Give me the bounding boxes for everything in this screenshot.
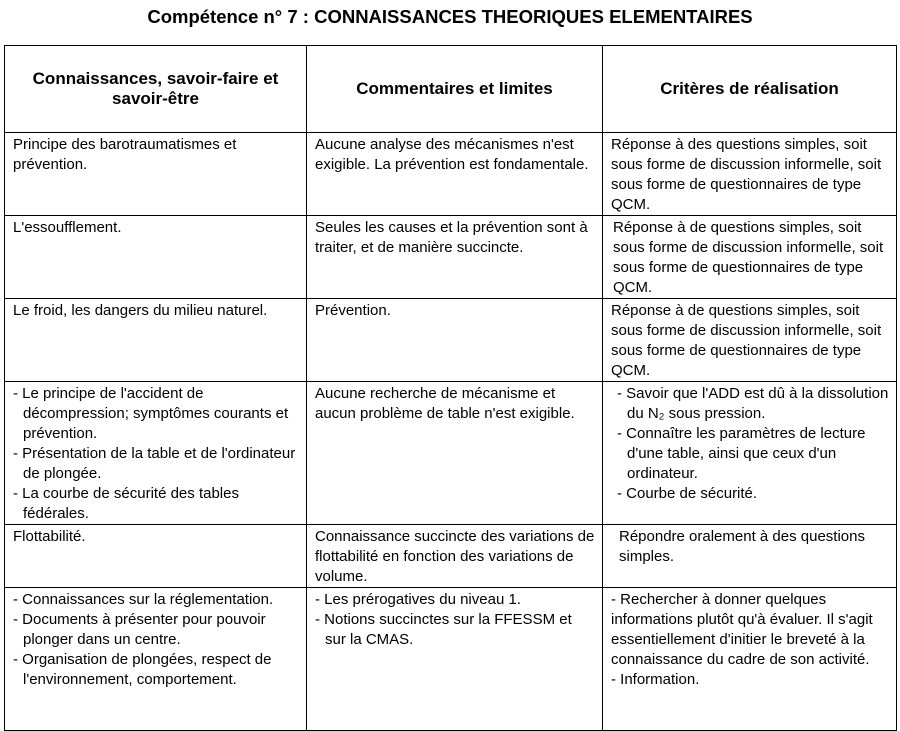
cell-text: Aucune analyse des mécanismes n'est exigible. La prévention est fondamentale. (315, 136, 589, 173)
list-item: - Connaissances sur la réglementation. (13, 591, 274, 608)
cell-text: Seules les causes et la prévention sont à traiter, et de manière succincte. (315, 219, 588, 256)
cell-text: Réponse à des questions simples, soit sous forme de discussion informelle, soit sous forme de questionnaires de type QCM. (611, 136, 882, 213)
list-item: - Les prérogatives du niveau 1. (315, 591, 521, 608)
cell-commentaires (307, 133, 603, 216)
table-row (5, 299, 897, 382)
list-item: - Savoir que l'ADD est dû à la dissolution du N₂ sous pression. (617, 385, 889, 422)
cell-connaissances (5, 588, 307, 731)
header-criteres: Critères de réalisation (603, 46, 897, 133)
header-commentaires: Commentaires et limites (307, 46, 603, 133)
cell-connaissances (5, 382, 307, 525)
list-item: - Le principe de l'accident de décompression; symptômes courants et prévention. (13, 385, 289, 442)
list-item: - Notions succinctes sur la FFESSM et sur la CMAS. (315, 611, 572, 648)
table-header-row (5, 46, 897, 133)
cell-text: Le froid, les dangers du milieu naturel. (13, 302, 268, 319)
cell-connaissances (5, 525, 307, 588)
cell-criteres (603, 588, 897, 731)
list-item: - Connaître les paramètres de lecture d'une table, ainsi que ceux d'un ordinateur. (617, 425, 866, 482)
cell-text: Principe des barotraumatismes et prévention. (13, 136, 237, 173)
cell-criteres (603, 216, 897, 299)
cell-connaissances (5, 216, 307, 299)
table-row (5, 525, 897, 588)
table-row (5, 216, 897, 299)
cell-criteres (603, 299, 897, 382)
table-row (5, 382, 897, 525)
cell-commentaires (307, 588, 603, 731)
cell-commentaires (307, 525, 603, 588)
list-item: - Documents à présenter pour pouvoir plonger dans un centre. (13, 611, 266, 648)
list-item: - Rechercher à donner quelques informations plutôt qu'à évaluer. Il s'agit essentiellement d'initier le breveté à la connaissance du cadre de son activité. (611, 591, 873, 668)
list-item: - Présentation de la table et de l'ordinateur de plongée. (13, 445, 296, 482)
list-item: - Information. (611, 671, 700, 688)
cell-criteres (603, 382, 897, 525)
cell-commentaires (307, 299, 603, 382)
cell-text: L'essoufflement. (13, 219, 122, 236)
cell-text: Flottabilité. (13, 528, 86, 545)
cell-text: Réponse à de questions simples, soit sous forme de discussion informelle, soit sous forme de questionnaires de type QCM. (611, 302, 882, 379)
cell-text: Aucune recherche de mécanisme et aucun problème de table n'est exigible. (315, 385, 575, 422)
cell-text: Répondre oralement à des questions simples. (619, 528, 865, 565)
cell-criteres (603, 133, 897, 216)
list-item: - La courbe de sécurité des tables fédérales. (13, 485, 239, 522)
cell-connaissances (5, 299, 307, 382)
header-connaissances: Connaissances, savoir-faire et savoir-être (5, 46, 307, 133)
cell-criteres (603, 525, 897, 588)
cell-text: Réponse à de questions simples, soit sous forme de discussion informelle, soit sous forme de questionnaires de type QCM. (613, 219, 884, 296)
competence-table (4, 45, 897, 731)
page-title: Compétence n° 7 : CONNAISSANCES THEORIQUES ELEMENTAIRES (147, 6, 753, 27)
cell-commentaires (307, 382, 603, 525)
cell-connaissances (5, 133, 307, 216)
table-row (5, 133, 897, 216)
list-item: - Organisation de plongées, respect de l'environnement, comportement. (13, 651, 272, 688)
list-item: - Courbe de sécurité. (617, 485, 758, 502)
cell-text: Connaissance succincte des variations de flottabilité en fonction des variations de volume. (315, 528, 595, 585)
table-row (5, 588, 897, 731)
cell-text: Prévention. (315, 302, 391, 319)
cell-commentaires (307, 216, 603, 299)
